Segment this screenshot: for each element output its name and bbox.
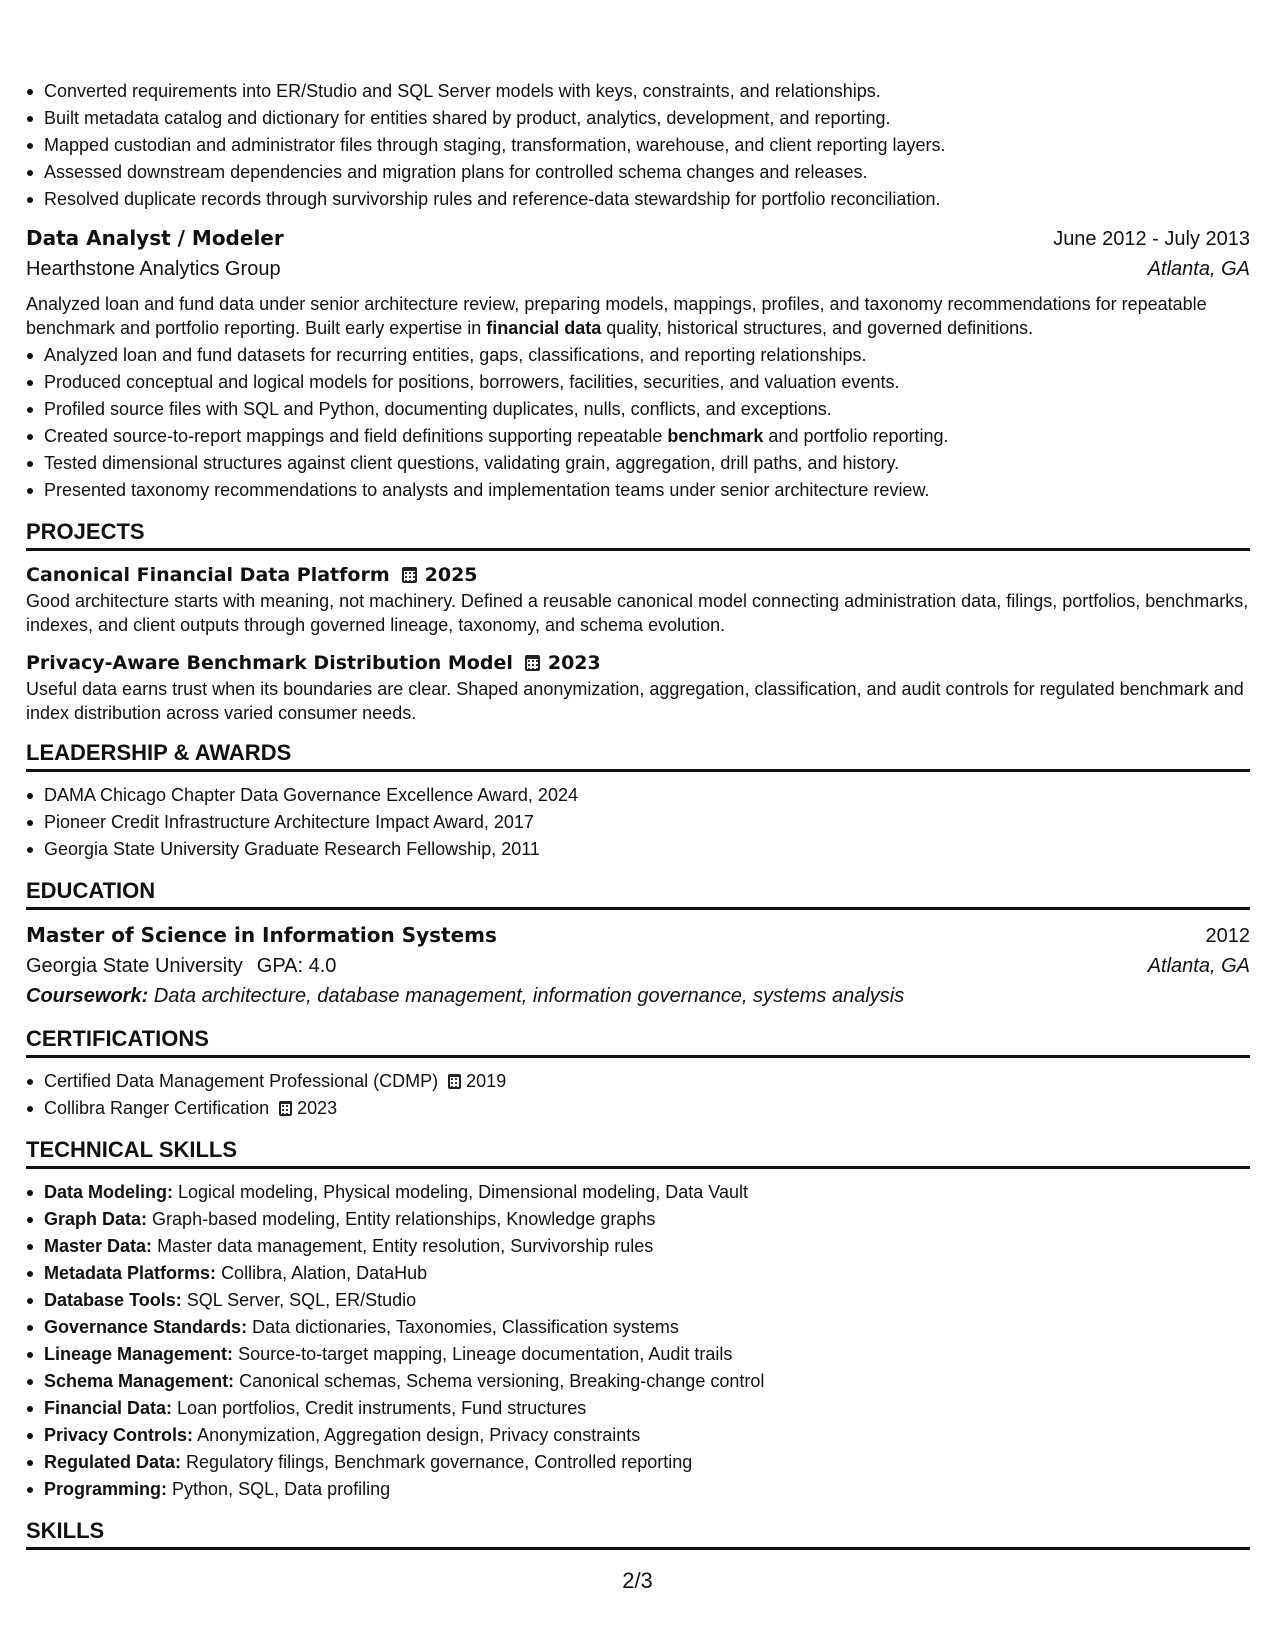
skill-value: Python, SQL, Data profiling	[172, 1479, 391, 1499]
skill-label: Privacy Controls:	[44, 1425, 194, 1445]
list-item-text: Created source-to-report mappings and field definitions supporting repeatable	[44, 426, 668, 446]
education-entry	[26, 920, 1250, 1011]
job-summary-text: Analyzed loan and fund data under senior architecture review, preparing models, mappings, profiles, and taxonomy recommendations for repeatable benchmark and portfolio reporting. Built early expertise in	[26, 294, 1207, 338]
list-item	[44, 1179, 1250, 1206]
education-year: 2012	[1205, 925, 1250, 947]
list-item	[44, 1260, 1250, 1287]
skill-value: Regulatory filings, Benchmark governance, Controlled reporting	[186, 1452, 693, 1472]
list-item	[44, 1233, 1250, 1260]
education-subheader	[26, 951, 1250, 981]
page-number: 2/3	[622, 1568, 653, 1593]
certification-name: Certified Data Management Professional (CDMP)	[44, 1071, 439, 1091]
coursework-text: Data architecture, database management, information governance, systems analysis	[153, 985, 905, 1007]
list-item	[44, 423, 1250, 450]
skill-value: Master data management, Entity resolution, Survivorship rules	[157, 1236, 654, 1256]
skill-label: Schema Management:	[44, 1371, 235, 1391]
list-item: Mapped custodian and administrator files through staging, transformation, warehouse, and client reporting layers.	[44, 132, 1250, 159]
list-item: Pioneer Credit Infrastructure Architecture Impact Award, 2017	[44, 809, 1250, 836]
education-school: Georgia State University	[26, 955, 243, 977]
list-item: Analyzed loan and fund datasets for recurring entities, gaps, classifications, and reporting relationships.	[44, 342, 1250, 369]
list-item	[44, 1314, 1250, 1341]
skill-value: Data dictionaries, Taxonomies, Classification systems	[252, 1317, 679, 1337]
project-name: Canonical Financial Data Platform	[26, 564, 390, 586]
job-summary-emphasis: financial data	[486, 318, 602, 338]
list-item-emphasis: benchmark	[667, 426, 764, 446]
project-year: 2025	[424, 564, 478, 586]
section-title-technical-skills: TECHNICAL SKILLS	[26, 1136, 1250, 1169]
list-item	[44, 1449, 1250, 1476]
job-summary	[26, 292, 1250, 340]
skill-value: Anonymization, Aggregation design, Privacy constraints	[197, 1425, 641, 1445]
list-item: Built metadata catalog and dictionary for entities shared by product, analytics, development, and reporting.	[44, 105, 1250, 132]
technical-skills-list	[26, 1179, 1250, 1503]
skill-value: Loan portfolios, Credit instruments, Fund structures	[177, 1398, 587, 1418]
list-item: Converted requirements into ER/Studio and SQL Server models with keys, constraints, and relationships.	[44, 78, 1250, 105]
project-title	[26, 561, 1250, 589]
list-item	[44, 1476, 1250, 1503]
project-name: Privacy-Aware Benchmark Distribution Model	[26, 652, 513, 674]
skill-label: Regulated Data:	[44, 1452, 182, 1472]
list-item: Georgia State University Graduate Research Fellowship, 2011	[44, 836, 1250, 863]
skill-value: SQL Server, SQL, ER/Studio	[186, 1290, 417, 1310]
certifications-list	[26, 1068, 1250, 1122]
list-item: Produced conceptual and logical models for positions, borrowers, facilities, securities, and valuation events.	[44, 369, 1250, 396]
education-gpa: GPA: 4.0	[256, 955, 337, 977]
list-item: DAMA Chicago Chapter Data Governance Excellence Award, 2024	[44, 782, 1250, 809]
skill-label: Data Modeling:	[44, 1182, 173, 1202]
job-entry	[26, 223, 1250, 504]
skill-value: Graph-based modeling, Entity relationships, Knowledge graphs	[152, 1209, 656, 1229]
skill-label: Programming:	[44, 1479, 168, 1499]
certification-year: 2019	[466, 1071, 507, 1091]
list-item: Assessed downstream dependencies and migration plans for controlled schema changes and releases.	[44, 159, 1250, 186]
list-item	[44, 1395, 1250, 1422]
skill-label: Database Tools:	[44, 1290, 182, 1310]
skill-value: Source-to-target mapping, Lineage documentation, Audit trails	[238, 1344, 733, 1364]
calendar-icon	[525, 655, 540, 671]
job-subheader	[26, 254, 1250, 284]
skill-value: Collibra, Alation, DataHub	[221, 1263, 428, 1283]
skill-label: Financial Data:	[44, 1398, 173, 1418]
skill-label: Governance Standards:	[44, 1317, 248, 1337]
project-description: Useful data earns trust when its boundaries are clear. Shaped anonymization, aggregation, classification, and audit controls for regulated benchmark and index distribution across varied consumer needs.	[26, 679, 1244, 723]
job-dates: June 2012 - July 2013	[1053, 228, 1250, 250]
section-title-certifications: CERTIFICATIONS	[26, 1025, 1250, 1058]
education-coursework	[26, 981, 1250, 1011]
job-company: Hearthstone Analytics Group	[26, 258, 281, 280]
section-title-projects: PROJECTS	[26, 518, 1250, 551]
project-year: 2023	[547, 652, 601, 674]
education-degree: Master of Science in Information Systems	[26, 923, 497, 947]
list-item: Resolved duplicate records through survivorship rules and reference-data stewardship for portfolio reconciliation.	[44, 186, 1250, 213]
education-location: Atlanta, GA	[1147, 955, 1250, 977]
list-item	[44, 1422, 1250, 1449]
calendar-icon	[448, 1074, 461, 1089]
list-item	[44, 1095, 1250, 1122]
project-entry	[26, 561, 1250, 637]
certification-name: Collibra Ranger Certification	[44, 1098, 270, 1118]
list-item	[44, 1206, 1250, 1233]
project-entry	[26, 649, 1250, 725]
job-summary-text: quality, historical structures, and governed definitions.	[601, 318, 1034, 338]
list-item-text: and portfolio reporting.	[763, 426, 949, 446]
job-bullets	[26, 342, 1250, 504]
skill-label: Graph Data:	[44, 1209, 148, 1229]
section-title-education: EDUCATION	[26, 877, 1250, 910]
list-item: Tested dimensional structures against client questions, validating grain, aggregation, drill paths, and history.	[44, 450, 1250, 477]
skill-label: Metadata Platforms:	[44, 1263, 217, 1283]
list-item: Profiled source files with SQL and Python, documenting duplicates, nulls, conflicts, and exceptions.	[44, 396, 1250, 423]
list-item: Presented taxonomy recommendations to analysts and implementation teams under senior architecture review.	[44, 477, 1250, 504]
list-item	[44, 1287, 1250, 1314]
skill-label: Lineage Management:	[44, 1344, 234, 1364]
list-item	[44, 1368, 1250, 1395]
skill-label: Master Data:	[44, 1236, 153, 1256]
education-header	[26, 920, 1250, 951]
certification-year: 2023	[297, 1098, 338, 1118]
section-title-skills: SKILLS	[26, 1517, 1250, 1550]
resume-page	[26, 78, 1250, 1560]
coursework-label: Coursework:	[26, 985, 149, 1007]
job-location: Atlanta, GA	[1147, 258, 1250, 280]
project-title	[26, 649, 1250, 677]
project-description: Good architecture starts with meaning, not machinery. Defined a reusable canonical model connecting administration data, filings, portfolios, benchmarks, indexes, and client outputs through governed lineage, taxonomy, and schema evolution.	[26, 591, 1249, 635]
list-item	[44, 1341, 1250, 1368]
calendar-icon	[402, 567, 417, 583]
job-title: Data Analyst / Modeler	[26, 226, 284, 250]
experience-bullets	[26, 78, 1250, 213]
skill-value: Canonical schemas, Schema versioning, Breaking-change control	[239, 1371, 765, 1391]
section-title-awards: LEADERSHIP & AWARDS	[26, 739, 1250, 772]
skill-value: Logical modeling, Physical modeling, Dimensional modeling, Data Vault	[178, 1182, 748, 1202]
education-school-line	[26, 951, 336, 981]
awards-list	[26, 782, 1250, 863]
calendar-icon	[279, 1101, 292, 1116]
list-item	[44, 1068, 1250, 1095]
job-header	[26, 223, 1250, 254]
